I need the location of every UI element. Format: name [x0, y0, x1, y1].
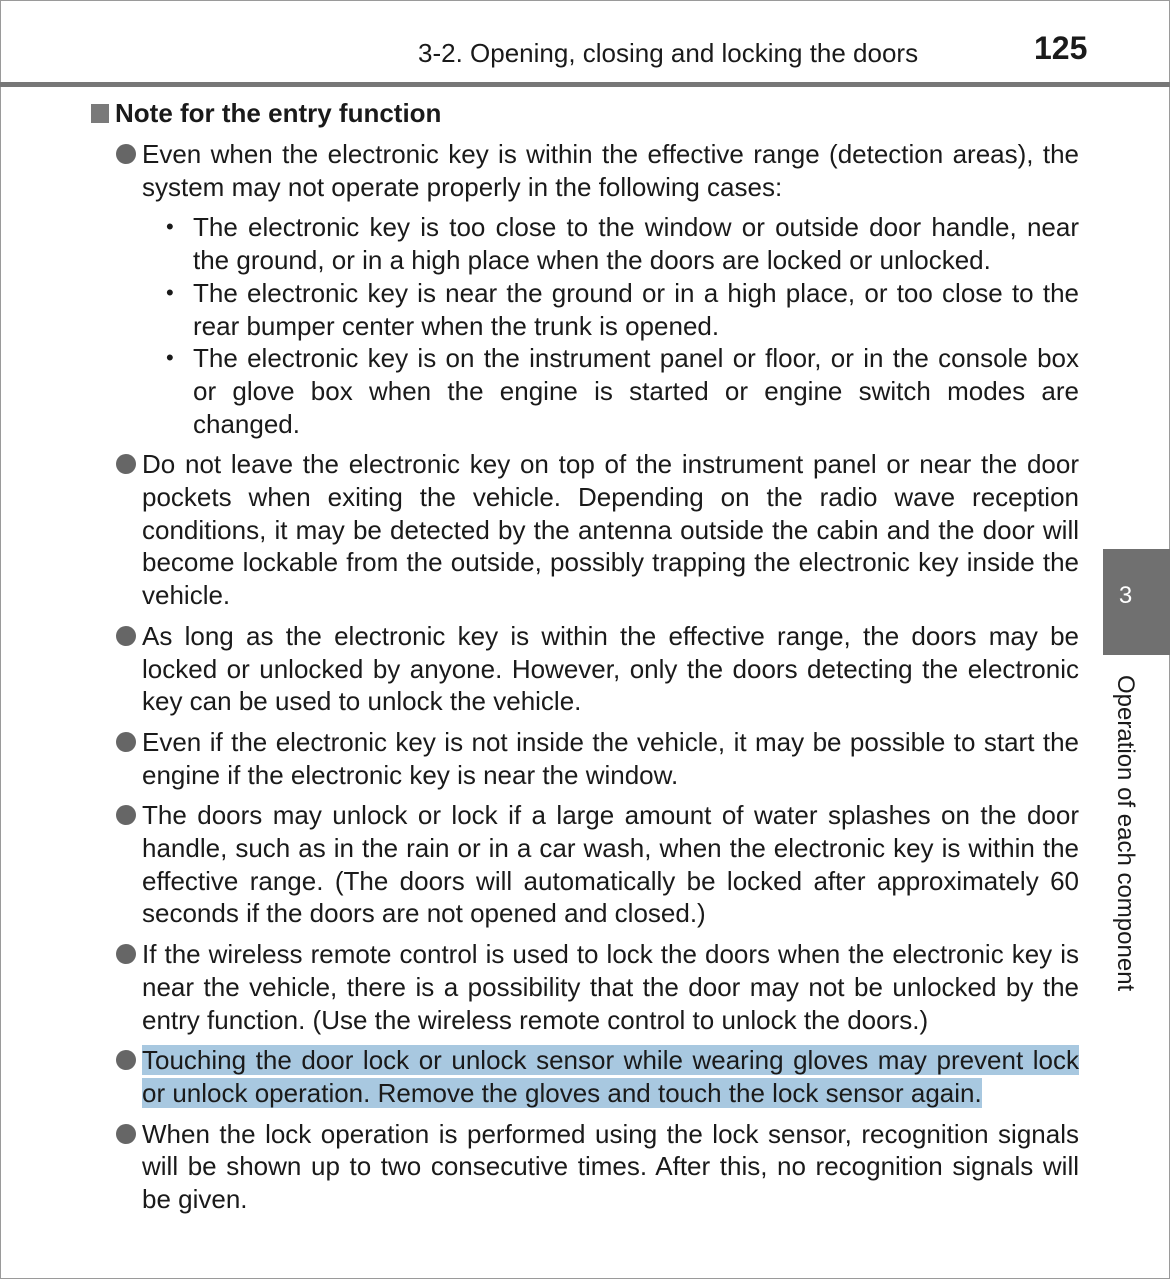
circle-bullet-icon	[116, 454, 136, 474]
circle-bullet-icon	[116, 944, 136, 964]
list-item	[116, 620, 1079, 718]
highlighted-text[interactable]: Touching the door lock or unlock sensor while wearing gloves may prevent lock or unlock operation. Remove the gloves and touch the lock sensor again.	[142, 1045, 1079, 1108]
item-text: As long as the electronic key is within the effective range, the doors may be locked or unlocked by anyone. However, only the doors detecting the electronic key can be used to unlock the vehicle.	[142, 620, 1079, 717]
circle-bullet-icon	[116, 1050, 136, 1070]
dot-bullet-icon: •	[166, 214, 174, 240]
item-text: Even if the electronic key is not inside the vehicle, it may be possible to start the engine if the electronic key is near the window.	[142, 726, 1079, 790]
sub-list-item	[142, 211, 1079, 276]
sub-list-item	[142, 277, 1079, 342]
sub-item-text: The electronic key is near the ground or in a high place, or too close to the rear bumper center when the trunk is opened.	[193, 277, 1079, 341]
item-text: The doors may unlock or lock if a large amount of water splashes on the door handle, such as in the rain or in a car wash, when the electronic key is within the effective range. (The doors will automatically be locked after approximately 60 seconds if the doors are not opened and closed.)	[142, 800, 1079, 929]
square-bullet-icon	[91, 104, 109, 123]
list-item-highlighted	[116, 1044, 1079, 1109]
item-text: If the wireless remote control is used to lock the doors when the electronic key is near the vehicle, there is a possibility that the door may not be unlocked by the entry function. (Use the wireless remote control to unlock the doors.)	[142, 939, 1079, 1035]
sub-item-text: The electronic key is on the instrument panel or floor, or in the console box or glove box when the engine is started or engine switch modes are changed.	[193, 343, 1079, 439]
chapter-side-label: Operation of each component	[1112, 675, 1139, 992]
list-item	[116, 938, 1079, 1036]
chapter-tab	[1103, 549, 1170, 655]
circle-bullet-icon	[116, 805, 136, 825]
header-rule	[0, 82, 1170, 87]
section-heading-text: Note for the entry function	[115, 98, 442, 128]
dot-bullet-icon: •	[166, 279, 174, 305]
list-item	[116, 726, 1079, 791]
item-text: Even when the electronic key is within the effective range (detection areas), the system may not operate properly in the following cases:	[142, 139, 1079, 202]
circle-bullet-icon	[116, 144, 136, 164]
section-heading	[91, 98, 441, 129]
running-header: 3-2. Opening, closing and locking the doors	[418, 38, 919, 68]
sub-item-text: The electronic key is too close to the window or outside door handle, near the ground, or in a high place when the doors are locked or unlocked.	[193, 212, 1079, 276]
page-number: 125	[1034, 30, 1088, 66]
circle-bullet-icon	[116, 732, 136, 752]
item-text: Do not leave the electronic key on top of the instrument panel or near the door pockets when exiting the vehicle. Depending on the radio wave reception conditions, it may be detected by the antenna outside the cabin and the door will become lockable from the outside, possibly trapping the electronic key inside the vehicle.	[142, 449, 1079, 611]
item-text: When the lock operation is performed using the lock sensor, recognition signals will be shown up to two consecutive times. After this, no recognition signals will be given.	[142, 1118, 1079, 1215]
dot-bullet-icon: •	[166, 345, 174, 371]
note-list	[116, 138, 1079, 1224]
circle-bullet-icon	[116, 1124, 136, 1144]
list-item	[116, 448, 1079, 612]
sub-list-item	[142, 342, 1079, 440]
circle-bullet-icon	[116, 626, 136, 646]
list-item	[116, 799, 1079, 930]
list-item	[116, 1118, 1079, 1216]
sub-list	[142, 211, 1079, 440]
chapter-number: 3	[1118, 582, 1133, 609]
list-item	[116, 138, 1079, 440]
